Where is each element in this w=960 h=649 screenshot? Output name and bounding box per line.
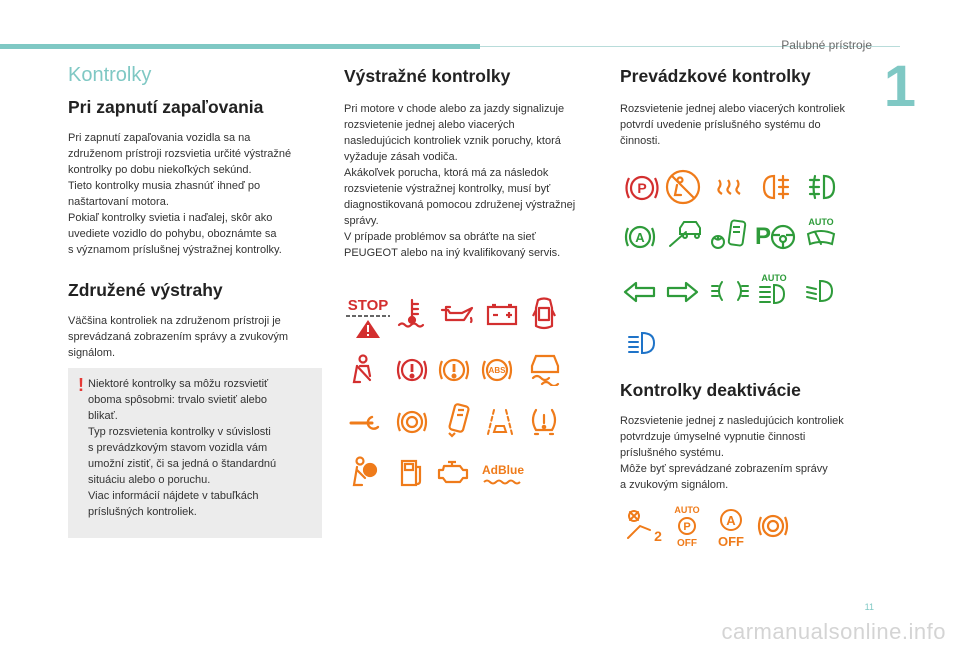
two-label: 2 <box>654 528 662 544</box>
text-ignition: Pri zapnutí zapaľovania vozidla sa na združenom prístroji rozsvietia určité výstražné kontrolky po dobu niekoľkých sekúnd. Tieto kontrolky musia zhasnúť ihneď po naštartovaní motora. Pokiaľ kontrolky svietia i naďalej, skôr ako uvediete vozidlo do pohybu, oboznámte sa s významom príslušnej výstražnej kontrolky. <box>68 132 292 256</box>
watermark: carmanualsonline.info <box>721 619 946 644</box>
seatbelt-icon <box>350 354 376 386</box>
p-off-label: P <box>683 521 691 533</box>
door-open-icon <box>532 296 556 332</box>
lane-departure-icon <box>484 406 516 438</box>
sidelights-icon <box>710 278 750 304</box>
parking-sensors-p-label: P <box>754 223 772 248</box>
heading-warning-lamps: Výstražné kontrolky <box>344 66 511 86</box>
brake-assist-off-icon <box>756 510 790 542</box>
column-warning-lamps <box>344 66 602 261</box>
coolant-temperature-icon <box>397 298 427 330</box>
section-label: Palubné prístroje <box>781 38 872 52</box>
rear-fog-lamp-icon <box>760 172 792 202</box>
steering-wheel-icon <box>768 222 798 252</box>
battery-charge-icon <box>486 302 518 326</box>
keyless-start-icon <box>708 218 752 252</box>
notice-box <box>68 368 322 538</box>
abs-icon <box>480 354 514 386</box>
auto-headlamps-label: AUTO <box>761 273 787 283</box>
svg-text:ABS: ABS <box>488 366 506 375</box>
main-beam-icon <box>626 330 658 356</box>
header-accent-bar <box>0 44 480 49</box>
passenger-airbag-off-icon <box>664 168 702 206</box>
stability-control-icon <box>528 352 562 386</box>
brake-warning-icon <box>396 354 428 386</box>
column-operation-lamps <box>620 66 870 149</box>
text-deactivation: Rozsvietenie jednej z nasledujúcich kontroliek potvrdzuje úmyselné vypnutie činnosti príslušného systému. Môže byť sprevádzané zobrazením správy a zvukovým signálom. <box>620 415 844 491</box>
stop-warning-icon <box>344 296 392 340</box>
fuel-level-icon <box>398 458 426 488</box>
auto-wipers-icon <box>804 216 838 250</box>
dipped-beam-icon <box>804 278 836 304</box>
off-label-1: OFF <box>677 538 697 548</box>
page-number: 11 <box>864 602 874 612</box>
heading-deactivation: Kontrolky deaktivácie <box>620 380 801 400</box>
braking-system-icon <box>438 354 470 386</box>
heading-operation-lamps: Prevádzkové kontrolky <box>620 66 811 86</box>
chapter-number: 1 <box>883 54 916 119</box>
stop-start-off-icon <box>712 506 750 548</box>
lane-assist-off-icon <box>624 508 664 544</box>
text-operation-lamps: Rozsvietenie jednej alebo viacerých kontroliek potvrdí uvedenie príslušného systému do činnosti. <box>620 103 846 147</box>
key-fob-icon <box>446 402 472 440</box>
column-intro <box>68 64 324 361</box>
auto-parking-brake-icon <box>622 222 658 252</box>
auto-off-label: AUTO <box>674 505 700 515</box>
column-deactivation <box>620 380 870 493</box>
heading-ignition: Pri zapnutí zapaľovania <box>68 97 264 117</box>
tyre-pressure-icon <box>528 406 560 438</box>
heading-combined-warnings: Združené výstrahy <box>68 280 223 300</box>
off-label-2: OFF <box>718 534 744 548</box>
a-label: A <box>635 230 645 245</box>
front-fog-lamp-icon <box>806 172 838 202</box>
parking-brake-icon <box>624 172 660 204</box>
preheating-icon <box>716 176 746 198</box>
auto-parking-brake-off-icon <box>668 504 706 548</box>
text-combined-warnings: Väčšina kontroliek na združenom prístroji je sprevádzaná zobrazením správy a zvukovým signálom. <box>68 315 289 359</box>
airbag-icon <box>350 456 380 490</box>
notice-text: Niektoré kontrolky sa môžu rozsvietiť oboma spôsobmi: trvalo svietiť alebo blikať. Typ rozsvietenia kontrolky v súvislosti s prevádzkovým stavom vozidla vám umožní zistiť, či sa jedná o štandardnú situáciu alebo o poruchu. Viac informácií nájdete v tabuľkách príslušných kontroliek. <box>88 378 277 518</box>
engine-fault-icon <box>436 458 472 486</box>
right-turn-signal-icon <box>664 280 700 304</box>
auto-wipers-label: AUTO <box>808 217 834 227</box>
parking-p-label: P <box>637 180 647 196</box>
adblue-label: AdBlue <box>482 463 524 477</box>
page-title: Kontrolky <box>68 64 152 86</box>
exclamation-icon: ! <box>78 375 84 395</box>
oil-pressure-icon <box>438 302 474 326</box>
stop-label: STOP <box>347 297 389 314</box>
left-turn-signal-icon <box>622 280 658 304</box>
cruise-speed-limiter-icon <box>666 218 708 250</box>
a-off-label: A <box>726 513 736 528</box>
auto-headlamps-icon <box>756 272 792 306</box>
service-wrench-icon <box>348 412 382 434</box>
brake-pad-wear-icon <box>396 406 428 438</box>
adblue-icon <box>480 462 526 486</box>
text-warning-lamps: Pri motore v chode alebo za jazdy signalizuje rozsvietenie jednej alebo viacerých nasledujúcich kontroliek vznik poruchy, ktorá vyžaduje zásah vodiča. Akákoľvek porucha, ktorá má za následok rozsvietenie výstražnej kontrolky, musí byť diagnostikovaná pomocou združenej výstražnej správy. V prípade problémov sa obráťte na sieť PEUGEOT alebo na iný kvalifikovaný servis. <box>344 103 576 259</box>
